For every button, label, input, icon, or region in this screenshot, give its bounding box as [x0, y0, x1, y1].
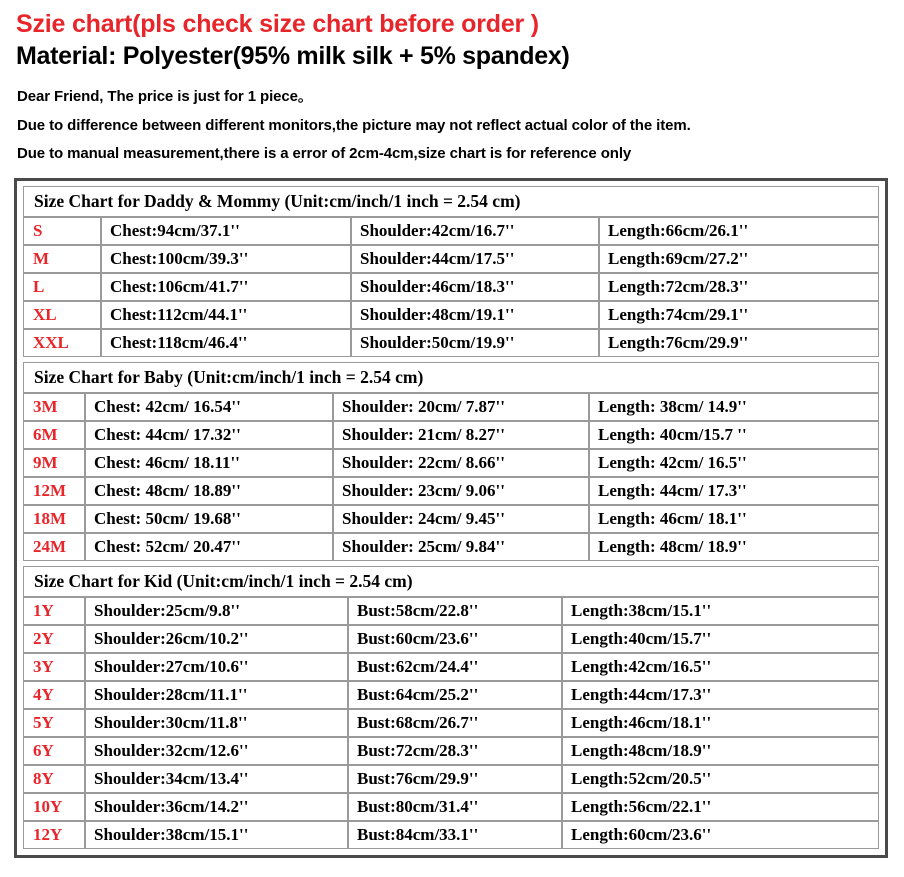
length-value: Length:76cm/29.9'': [599, 329, 879, 357]
chest-value: Chest:106cm/41.7'': [101, 273, 351, 301]
note-measurement-error: Due to manual measurement,there is a error of 2cm-4cm,size chart is for reference only: [17, 145, 632, 162]
size-label: 12M: [23, 477, 85, 505]
table-row: [23, 301, 879, 329]
size-chart-tables: [14, 178, 888, 858]
size-label: 3Y: [23, 653, 85, 681]
table-row: [23, 505, 879, 533]
size-label: 6M: [23, 421, 85, 449]
shoulder-value: Shoulder: 23cm/ 9.06'': [333, 477, 589, 505]
size-label: 18M: [23, 505, 85, 533]
length-value: Length:66cm/26.1'': [599, 217, 879, 245]
table-row: [23, 245, 879, 273]
chest-value: Chest: 46cm/ 18.11'': [85, 449, 333, 477]
size-label: 2Y: [23, 625, 85, 653]
shoulder-value: Shoulder:28cm/11.1'': [85, 681, 348, 709]
size-label: 1Y: [23, 597, 85, 625]
length-value: Length:69cm/27.2'': [599, 245, 879, 273]
length-value: Length: 38cm/ 14.9'': [589, 393, 879, 421]
chest-value: Chest:112cm/44.1'': [101, 301, 351, 329]
bust-value: Bust:72cm/28.3'': [348, 737, 562, 765]
size-label: M: [23, 245, 101, 273]
size-label: 9M: [23, 449, 85, 477]
length-value: Length:42cm/16.5'': [562, 653, 879, 681]
length-value: Length:52cm/20.5'': [562, 765, 879, 793]
table-row: [23, 273, 879, 301]
bust-value: Bust:58cm/22.8'': [348, 597, 562, 625]
table-row: [23, 765, 879, 793]
table-row: [23, 653, 879, 681]
size-chart-block-adult: [23, 186, 879, 357]
bust-value: Bust:80cm/31.4'': [348, 793, 562, 821]
table-caption: Size Chart for Baby (Unit:cm/inch/1 inch = 2.54 cm): [23, 362, 879, 393]
shoulder-value: Shoulder: 25cm/ 9.84'': [333, 533, 589, 561]
note-price: Dear Friend, The price is just for 1 piece。: [17, 88, 313, 105]
length-value: Length:72cm/28.3'': [599, 273, 879, 301]
table-row: [23, 533, 879, 561]
table-caption-row: [23, 566, 879, 597]
size-label: 10Y: [23, 793, 85, 821]
size-label: S: [23, 217, 101, 245]
table-row: [23, 681, 879, 709]
table-row: [23, 793, 879, 821]
table-row: [23, 421, 879, 449]
length-value: Length:74cm/29.1'': [599, 301, 879, 329]
size-label: 24M: [23, 533, 85, 561]
chest-value: Chest: 52cm/ 20.47'': [85, 533, 333, 561]
chest-value: Chest:100cm/39.3'': [101, 245, 351, 273]
length-value: Length:44cm/17.3'': [562, 681, 879, 709]
length-value: Length: 44cm/ 17.3'': [589, 477, 879, 505]
shoulder-value: Shoulder:25cm/9.8'': [85, 597, 348, 625]
bust-value: Bust:60cm/23.6'': [348, 625, 562, 653]
chest-value: Chest: 50cm/ 19.68'': [85, 505, 333, 533]
chest-value: Chest:94cm/37.1'': [101, 217, 351, 245]
shoulder-value: Shoulder:34cm/13.4'': [85, 765, 348, 793]
length-value: Length:38cm/15.1'': [562, 597, 879, 625]
bust-value: Bust:76cm/29.9'': [348, 765, 562, 793]
table-row: [23, 597, 879, 625]
length-value: Length:48cm/18.9'': [562, 737, 879, 765]
length-value: Length: 40cm/15.7 '': [589, 421, 879, 449]
shoulder-value: Shoulder:30cm/11.8'': [85, 709, 348, 737]
shoulder-value: Shoulder:50cm/19.9'': [351, 329, 599, 357]
shoulder-value: Shoulder: 20cm/ 7.87'': [333, 393, 589, 421]
length-value: Length:56cm/22.1'': [562, 793, 879, 821]
shoulder-value: Shoulder:48cm/19.1'': [351, 301, 599, 329]
length-value: Length:40cm/15.7'': [562, 625, 879, 653]
table-row: [23, 737, 879, 765]
size-chart-block-kid: [23, 566, 879, 849]
table-row: [23, 477, 879, 505]
size-label: 3M: [23, 393, 85, 421]
shoulder-value: Shoulder:27cm/10.6'': [85, 653, 348, 681]
table-caption-row: [23, 362, 879, 393]
size-label: 6Y: [23, 737, 85, 765]
table-caption: Size Chart for Kid (Unit:cm/inch/1 inch = 2.54 cm): [23, 566, 879, 597]
table-row: [23, 329, 879, 357]
size-label: XL: [23, 301, 101, 329]
shoulder-value: Shoulder:32cm/12.6'': [85, 737, 348, 765]
bust-value: Bust:84cm/33.1'': [348, 821, 562, 849]
chest-value: Chest: 48cm/ 18.89'': [85, 477, 333, 505]
note-monitor-color: Due to difference between different monitors,the picture may not reflect actual color of the item.: [17, 117, 691, 134]
length-value: Length:60cm/23.6'': [562, 821, 879, 849]
table-row: [23, 625, 879, 653]
size-label: XXL: [23, 329, 101, 357]
shoulder-value: Shoulder: 22cm/ 8.66'': [333, 449, 589, 477]
table-row: [23, 393, 879, 421]
shoulder-value: Shoulder:26cm/10.2'': [85, 625, 348, 653]
size-label: 5Y: [23, 709, 85, 737]
shoulder-value: Shoulder: 21cm/ 8.27'': [333, 421, 589, 449]
shoulder-value: Shoulder:42cm/16.7'': [351, 217, 599, 245]
table-row: [23, 449, 879, 477]
table-caption-row: [23, 186, 879, 217]
table-row: [23, 217, 879, 245]
chest-value: Chest:118cm/46.4'': [101, 329, 351, 357]
table-caption: Size Chart for Daddy & Mommy (Unit:cm/inch/1 inch = 2.54 cm): [23, 186, 879, 217]
table-row: [23, 709, 879, 737]
shoulder-value: Shoulder:36cm/14.2'': [85, 793, 348, 821]
shoulder-value: Shoulder: 24cm/ 9.45'': [333, 505, 589, 533]
page-title: Szie chart(pls check size chart before order ): [16, 10, 539, 38]
table-row: [23, 821, 879, 849]
shoulder-value: Shoulder:46cm/18.3'': [351, 273, 599, 301]
chest-value: Chest: 42cm/ 16.54'': [85, 393, 333, 421]
length-value: Length: 46cm/ 18.1'': [589, 505, 879, 533]
length-value: Length: 42cm/ 16.5'': [589, 449, 879, 477]
chest-value: Chest: 44cm/ 17.32'': [85, 421, 333, 449]
size-label: L: [23, 273, 101, 301]
length-value: Length: 48cm/ 18.9'': [589, 533, 879, 561]
size-label: 4Y: [23, 681, 85, 709]
size-label: 8Y: [23, 765, 85, 793]
size-chart-block-baby: [23, 362, 879, 561]
length-value: Length:46cm/18.1'': [562, 709, 879, 737]
bust-value: Bust:64cm/25.2'': [348, 681, 562, 709]
size-label: 12Y: [23, 821, 85, 849]
shoulder-value: Shoulder:44cm/17.5'': [351, 245, 599, 273]
bust-value: Bust:62cm/24.4'': [348, 653, 562, 681]
material-line: Material: Polyester(95% milk silk + 5% spandex): [16, 42, 570, 70]
bust-value: Bust:68cm/26.7'': [348, 709, 562, 737]
shoulder-value: Shoulder:38cm/15.1'': [85, 821, 348, 849]
